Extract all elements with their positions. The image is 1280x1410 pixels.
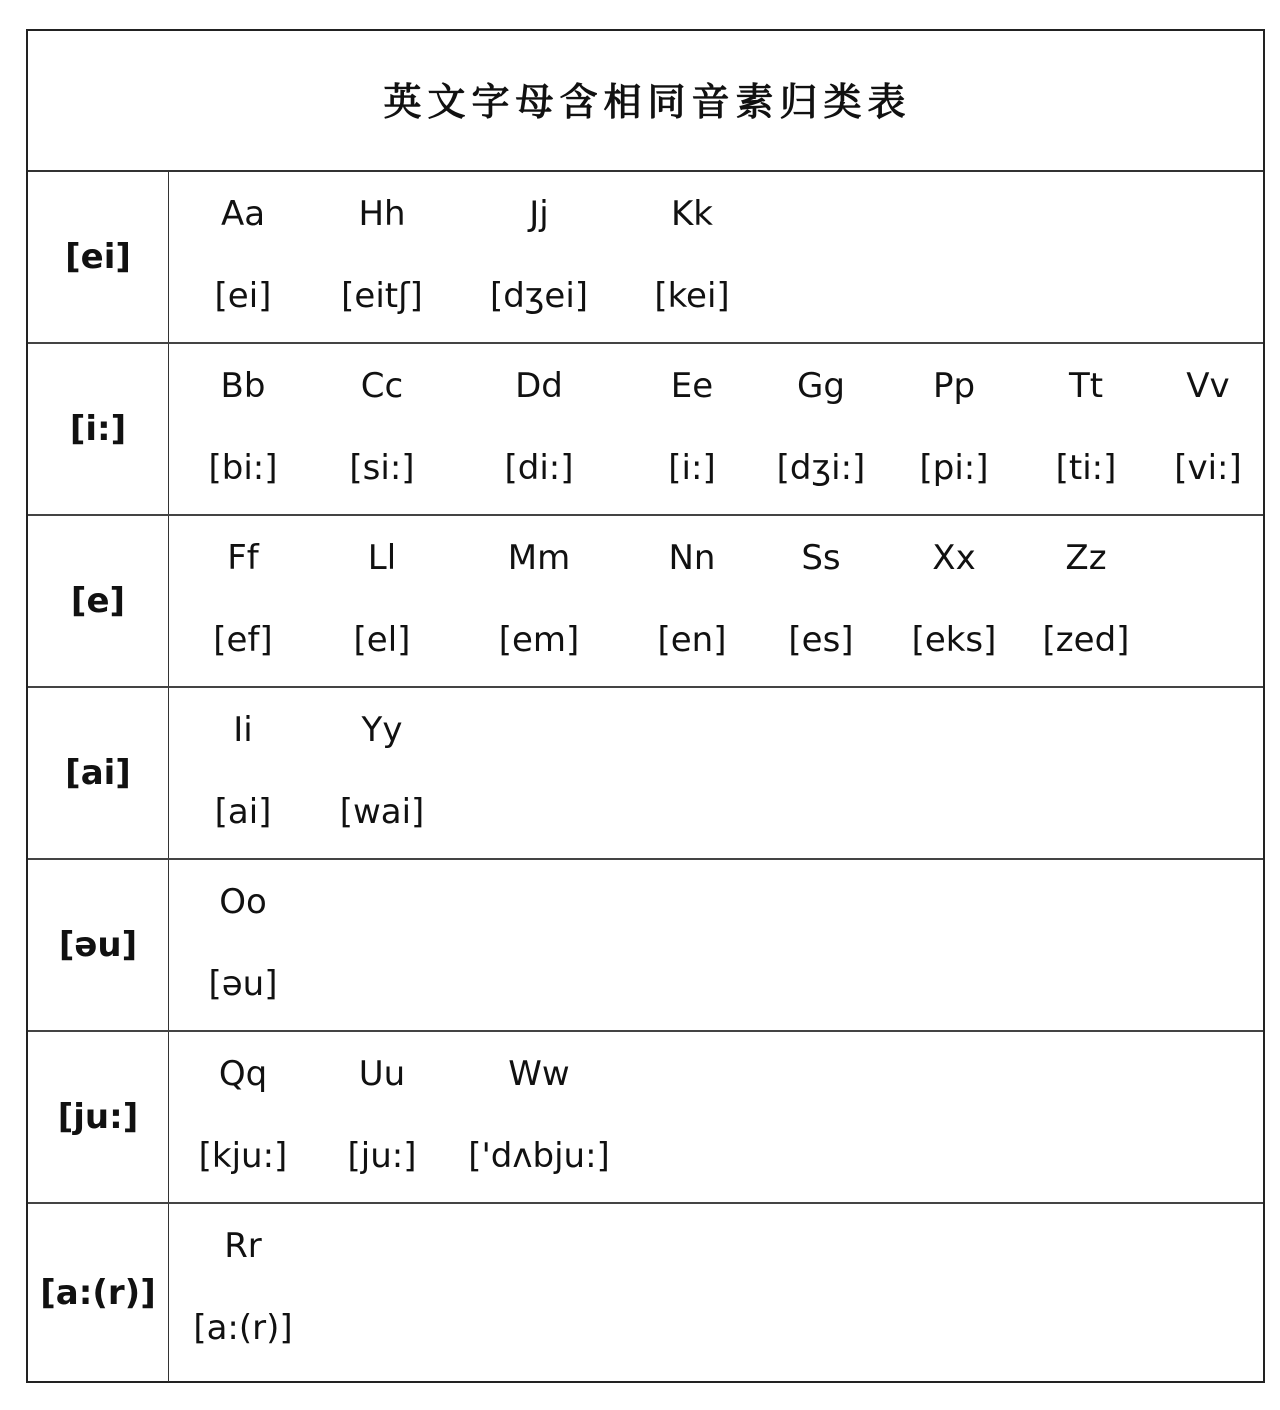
letter-ipa: [ju:] bbox=[347, 1136, 417, 1176]
letter-pair: Ee bbox=[670, 366, 714, 406]
letter-ipa: [a:(r)] bbox=[193, 1308, 293, 1348]
letter-pair: Ll bbox=[367, 538, 397, 578]
letter-pair: Uu bbox=[358, 1054, 406, 1094]
page-title: 英文字母含相同音素归类表 bbox=[383, 80, 912, 124]
letter-ipa: [em] bbox=[498, 620, 580, 660]
table-row bbox=[28, 688, 1263, 860]
sound-label: [a:(r)] bbox=[28, 1204, 169, 1382]
table-row bbox=[28, 1032, 1263, 1204]
table-row bbox=[28, 860, 1263, 1032]
letters-cell bbox=[169, 1204, 1263, 1382]
letter-ipa: [vi:] bbox=[1174, 448, 1242, 488]
letters-cell bbox=[169, 688, 1263, 858]
letter-pair: Rr bbox=[224, 1226, 262, 1266]
letter-pair: Ff bbox=[227, 538, 259, 578]
sound-label: [ei] bbox=[28, 172, 169, 342]
letter-pair: Pp bbox=[932, 366, 976, 406]
letter-pair: Vv bbox=[1186, 366, 1230, 406]
sound-label: [e] bbox=[28, 516, 169, 686]
letter-ipa: [si:] bbox=[349, 448, 415, 488]
letter-pair: Hh bbox=[358, 194, 406, 234]
letter-pair: Mm bbox=[507, 538, 571, 578]
letter-ipa: ['dʌbju:] bbox=[468, 1136, 610, 1176]
letter-ipa: [en] bbox=[657, 620, 727, 660]
letter-pair: Gg bbox=[797, 366, 845, 406]
letter-ipa: [zed] bbox=[1042, 620, 1130, 660]
letter-ipa: [bi:] bbox=[208, 448, 278, 488]
letter-pair: Tt bbox=[1068, 366, 1104, 406]
letter-ipa: [kju:] bbox=[198, 1136, 288, 1176]
table-row bbox=[28, 516, 1263, 688]
letter-pair: Qq bbox=[218, 1054, 268, 1094]
letter-pair: Bb bbox=[220, 366, 266, 406]
letter-pair: Cc bbox=[360, 366, 404, 406]
letter-pair: Ww bbox=[508, 1054, 570, 1094]
letter-ipa: [i:] bbox=[668, 448, 716, 488]
letter-pair: Yy bbox=[361, 710, 403, 750]
letter-ipa: [ef] bbox=[213, 620, 273, 660]
letter-pair: Jj bbox=[529, 194, 549, 234]
table-row bbox=[28, 344, 1263, 516]
sound-label: [i:] bbox=[28, 344, 169, 514]
letter-pair: Xx bbox=[932, 538, 976, 578]
letter-ipa: [əu] bbox=[208, 964, 278, 1004]
letter-ipa: [eitʃ] bbox=[341, 276, 423, 316]
letter-pair: Zz bbox=[1065, 538, 1107, 578]
letter-ipa: [wai] bbox=[339, 792, 425, 832]
letter-ipa: [es] bbox=[788, 620, 854, 660]
letter-ipa: [dʒi:] bbox=[776, 448, 866, 488]
title-row bbox=[28, 31, 1263, 172]
sound-label: [əu] bbox=[28, 860, 169, 1030]
letter-pair: Aa bbox=[220, 194, 266, 234]
table-row bbox=[28, 1204, 1263, 1382]
letters-cell bbox=[169, 344, 1263, 514]
sound-label: [ju:] bbox=[28, 1032, 169, 1202]
letters-cell bbox=[169, 860, 1263, 1030]
letter-ipa: [ai] bbox=[214, 792, 272, 832]
phoneme-table bbox=[26, 29, 1265, 1383]
letter-pair: Ii bbox=[233, 710, 253, 750]
letter-ipa: [el] bbox=[353, 620, 411, 660]
letters-cell bbox=[169, 516, 1263, 686]
letter-ipa: [ti:] bbox=[1055, 448, 1117, 488]
letter-ipa: [pi:] bbox=[919, 448, 989, 488]
letter-ipa: [ei] bbox=[214, 276, 272, 316]
letter-pair: Oo bbox=[219, 882, 267, 922]
letter-ipa: [kei] bbox=[654, 276, 730, 316]
letters-cell bbox=[169, 172, 1263, 342]
letter-ipa: [eks] bbox=[911, 620, 997, 660]
letters-cell bbox=[169, 1032, 1263, 1202]
letter-pair: Nn bbox=[668, 538, 716, 578]
table-row bbox=[28, 172, 1263, 344]
letter-pair: Kk bbox=[671, 194, 713, 234]
letter-ipa: [dʒei] bbox=[489, 276, 589, 316]
table-body bbox=[28, 172, 1263, 1382]
sound-label: [ai] bbox=[28, 688, 169, 858]
letter-pair: Dd bbox=[515, 366, 563, 406]
letter-ipa: [di:] bbox=[504, 448, 574, 488]
letter-pair: Ss bbox=[801, 538, 841, 578]
